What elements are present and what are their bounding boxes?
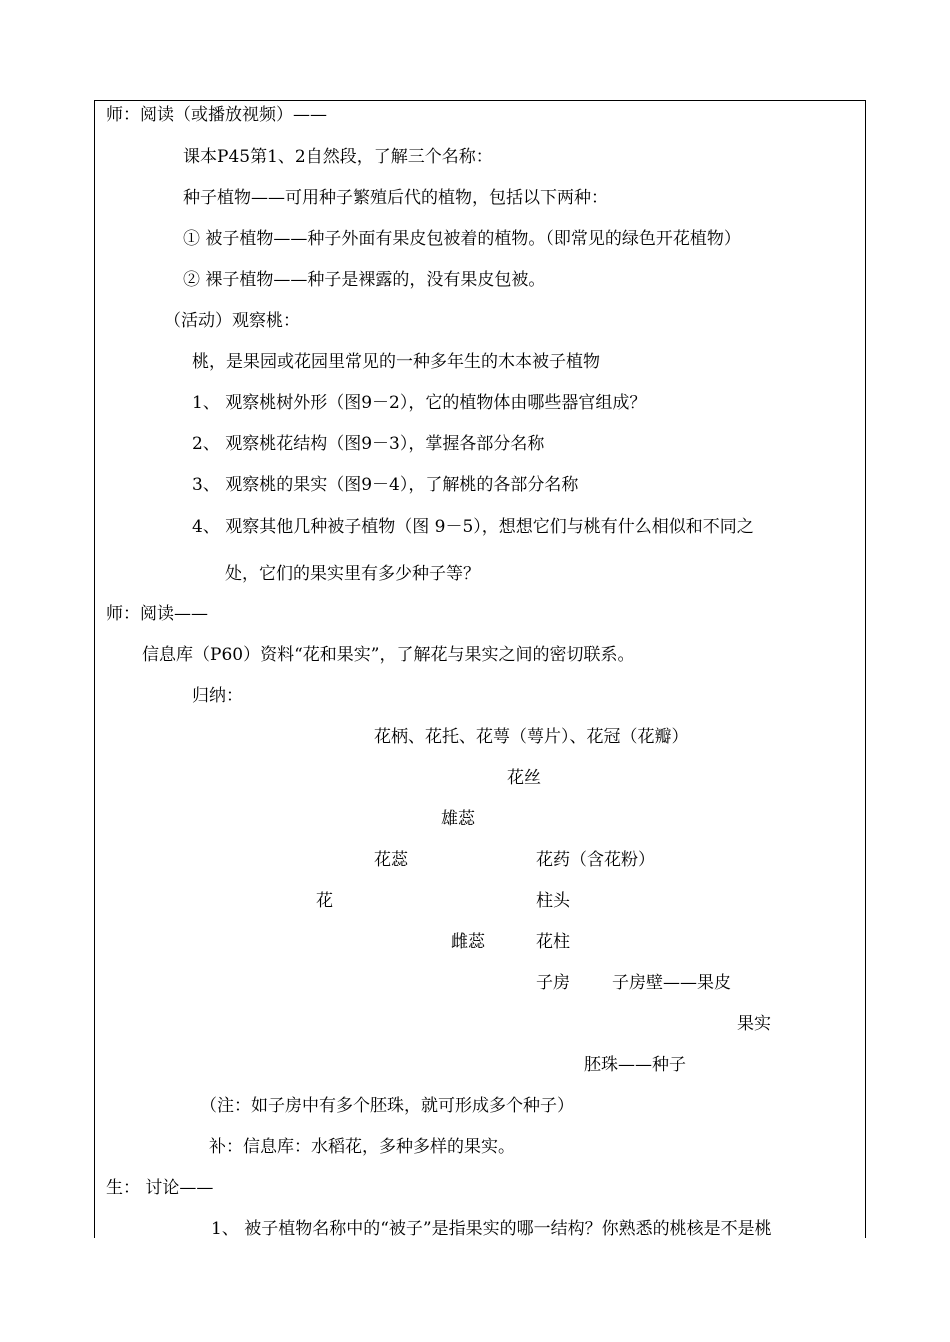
activity-title: （活动）观察桃： <box>164 311 300 331</box>
seed-plant-definition: 种子植物——可用种子繁殖后代的植物，包括以下两种： <box>183 188 608 208</box>
note-text: （注：如子房中有多个胚珠，就可形成多个种子） <box>200 1096 574 1116</box>
angiosperm-definition: ① 被子植物——种子外面有果皮包被着的植物。（即常见的绿色开花植物） <box>183 229 741 249</box>
student-discussion-heading: 生： 讨论—— <box>106 1178 214 1198</box>
discussion-question: 1、 被子植物名称中的“被子”是指果实的哪一结构？你熟悉的桃核是不是桃 <box>211 1219 772 1239</box>
observation-item: 2、 观察桃花结构（图9－3），掌握各部分名称 <box>192 434 545 454</box>
diagram-anther: 花药（含花粉） <box>536 850 655 870</box>
diagram-stigma: 柱头 <box>536 891 570 911</box>
gymnosperm-definition: ② 裸子植物——种子是裸露的，没有果皮包被。 <box>183 270 546 290</box>
observation-item: 1、 观察桃树外形（图9－2），它的植物体由哪些器官组成？ <box>192 393 647 413</box>
diagram-fruit: 果实 <box>737 1014 771 1034</box>
diagram-stamen: 雄蕊 <box>441 809 475 829</box>
supplement-text: 补：信息库：水稻花，多种多样的果实。 <box>209 1137 515 1157</box>
diagram-ovary-wall: 子房壁——果皮 <box>612 973 731 993</box>
diagram-style: 花柱 <box>536 932 570 952</box>
diagram-pistil: 雌蕊 <box>451 932 485 952</box>
diagram-filament: 花丝 <box>507 768 541 788</box>
teacher-read-heading: 师：阅读（或播放视频）—— <box>106 105 327 125</box>
observation-item: 3、 观察桃的果实（图9－4），了解桃的各部分名称 <box>192 475 579 495</box>
diagram-pistil-group: 花蕊 <box>374 850 408 870</box>
observation-item: 4、 观察其他几种被子植物（图 9－5），想想它们与桃有什么相似和不同之 <box>192 517 754 537</box>
info-reference: 信息库（P60）资料“花和果实”，了解花与果实之间的密切联系。 <box>142 645 635 665</box>
textbook-reference: 课本P45第1、2自然段，了解三个名称： <box>183 147 493 167</box>
diagram-ovule: 胚珠——种子 <box>584 1055 686 1075</box>
peach-intro: 桃，是果园或花园里常见的一种多年生的木本被子植物 <box>192 352 600 372</box>
observation-item-continued: 处，它们的果实里有多少种子等？ <box>225 564 480 584</box>
diagram-flower: 花 <box>316 891 333 911</box>
teacher-read-heading: 师：阅读—— <box>106 604 208 624</box>
summary-title: 归纳： <box>192 686 243 706</box>
diagram-flower-parts: 花柄、花托、花萼（萼片）、花冠（花瓣） <box>374 727 689 747</box>
diagram-ovary: 子房 <box>536 973 570 993</box>
